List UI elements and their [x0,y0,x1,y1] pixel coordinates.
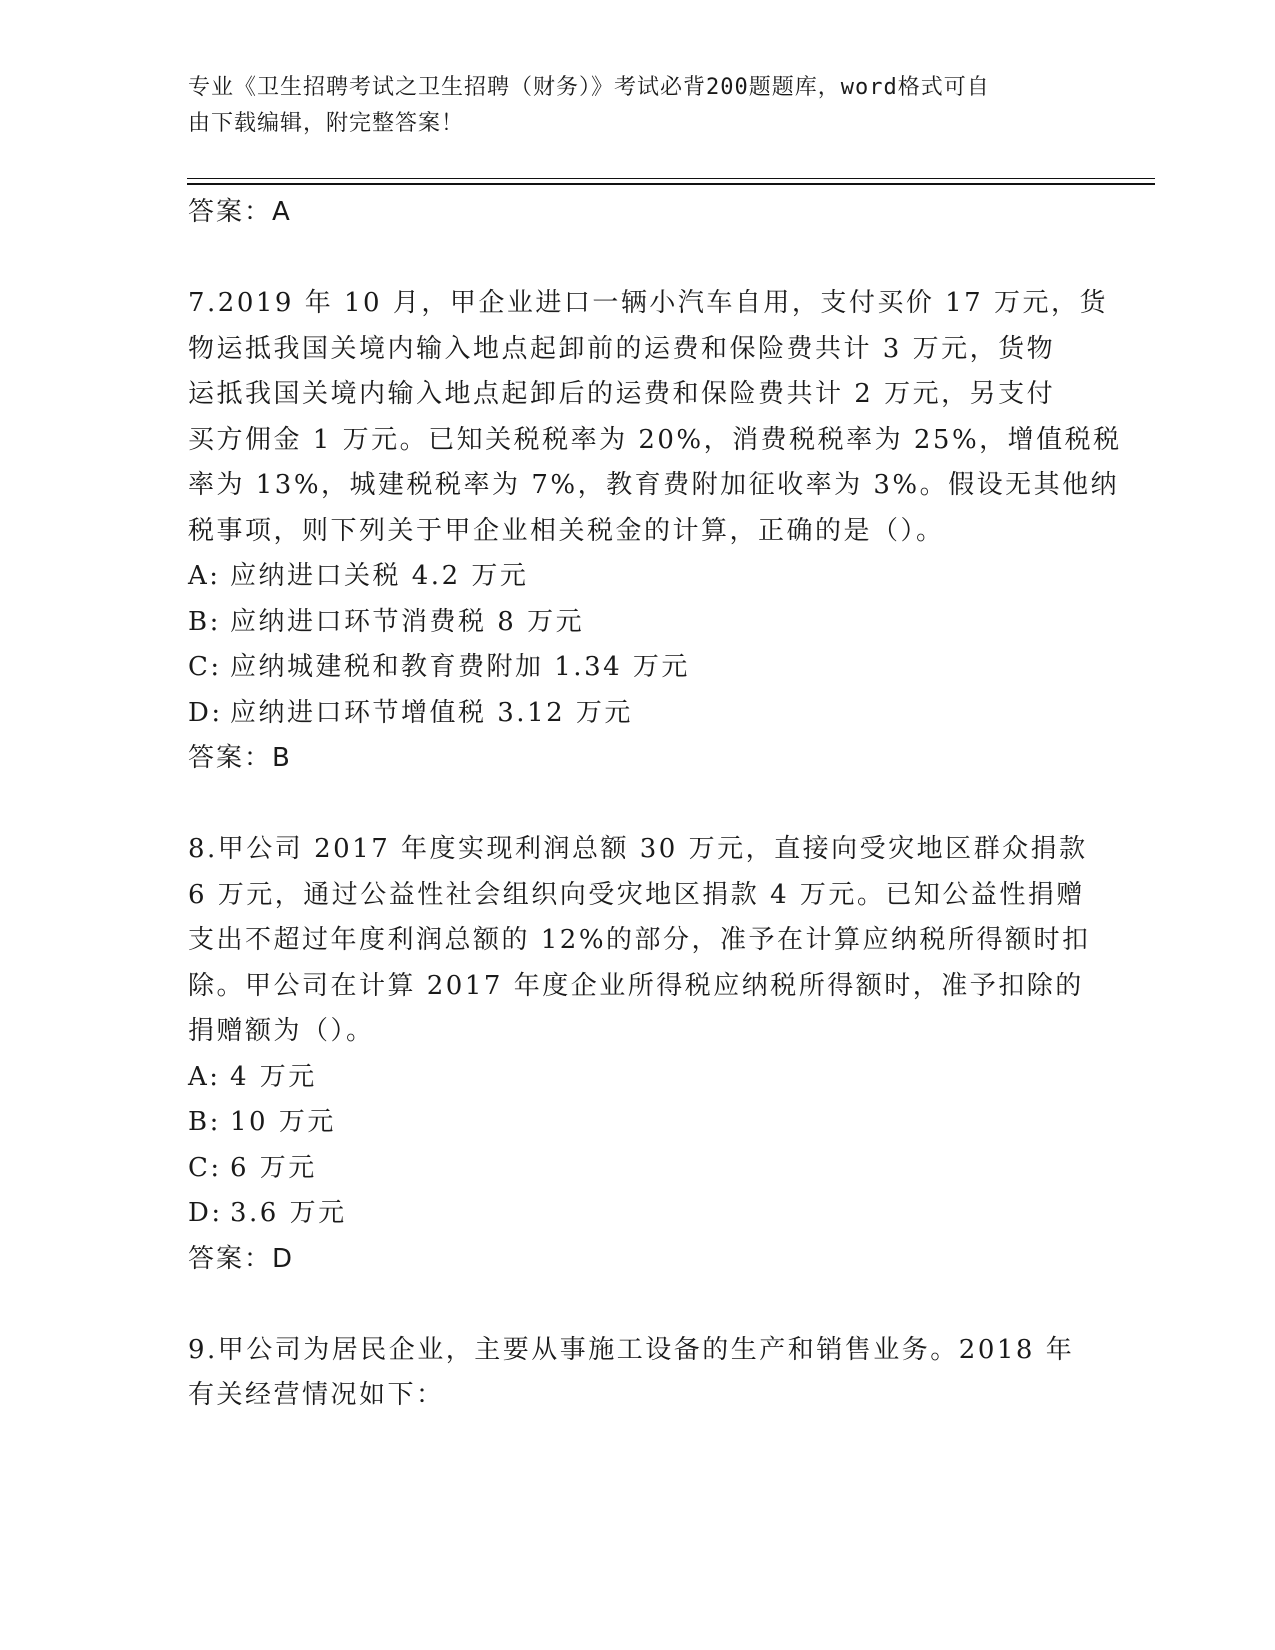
question-line: 税事项，则下列关于甲企业相关税金的计算，正确的是（）。 [188,515,945,546]
option-key: B: [188,606,221,637]
option-a [188,1055,1088,1101]
question-line: 9.甲公司为居民企业，主要从事施工设备的生产和销售业务。2018 年 [188,1334,1075,1365]
question-line: 除。甲公司在计算 2017 年度企业所得税应纳税所得额时，准予扣除的 [188,970,1084,1001]
question-7 [188,281,1122,782]
header-line-1: 专业《卫生招聘考试之卫生招聘（财务）》考试必背200题题库，word格式可自 [188,75,990,100]
question-line: 率为 13%，城建税税率为 7%，教育费附加征收率为 3%。假设无其他纳 [188,470,1120,500]
previous-answer: 答案：A [188,197,292,227]
option-key: C: [188,652,222,682]
option-key: A: [188,561,221,591]
option-key: A: [188,1061,221,1092]
spacer [188,236,1088,282]
option-text: 应纳进口环节增值税 3.12 万元 [230,697,633,728]
option-b [188,600,1088,646]
option-b [188,1100,1088,1146]
document-body [188,190,1122,1419]
option-key: D: [188,1198,223,1228]
option-key: B: [188,1107,221,1137]
option-a [188,554,1088,600]
option-key: C: [188,1152,222,1183]
option-c [188,1146,1088,1192]
question-line: 支出不超过年度利润总额的 12%的部分，准予在计算应纳税所得额时扣 [188,925,1091,955]
answer: 答案：B [188,743,292,773]
option-text: 应纳城建税和教育费附加 1.34 万元 [230,652,690,682]
page-header [188,70,1088,142]
question-line: 7.2019 年 10 月，甲企业进口一辆小汽车自用，支付买价 17 万元，货 [188,288,1108,318]
option-text: 应纳进口关税 4.2 万元 [230,561,529,591]
answer: 答案：D [188,1243,295,1274]
question-line: 6 万元，通过公益性社会组织向受灾地区捐款 4 万元。已知公益性捐赠 [188,879,1085,910]
question-line: 运抵我国关境内输入地点起卸后的运费和保险费共计 2 万元，另支付 [188,379,1056,409]
header-divider-thick [187,183,1155,185]
question-line: 捐赠额为（）。 [188,1016,375,1046]
header-divider-thin [187,178,1155,179]
question-line: 8.甲公司 2017 年度实现利润总额 30 万元，直接向受灾地区群众捐款 [188,834,1088,864]
question-line: 有关经营情况如下： [188,1380,445,1410]
option-text: 6 万元 [230,1152,317,1183]
option-d [188,1191,1088,1237]
option-text: 应纳进口环节消费税 8 万元 [230,606,585,637]
header-line-2: 由下载编辑，附完整答案！ [188,111,465,136]
option-key: D: [188,697,223,728]
question-9 [188,1328,1088,1419]
spacer [188,782,1088,828]
spacer [188,1282,1088,1328]
question-line: 物运抵我国关境内输入地点起卸前的运费和保险费共计 3 万元，货物 [188,333,1056,364]
option-d [188,691,1088,737]
question-8 [188,827,1091,1282]
option-c [188,645,1088,691]
option-text: 4 万元 [230,1061,317,1092]
option-text: 3.6 万元 [230,1198,347,1228]
question-line: 买方佣金 1 万元。已知关税税率为 20%，消费税税率为 25%，增值税税 [188,424,1122,455]
option-text: 10 万元 [230,1107,336,1137]
